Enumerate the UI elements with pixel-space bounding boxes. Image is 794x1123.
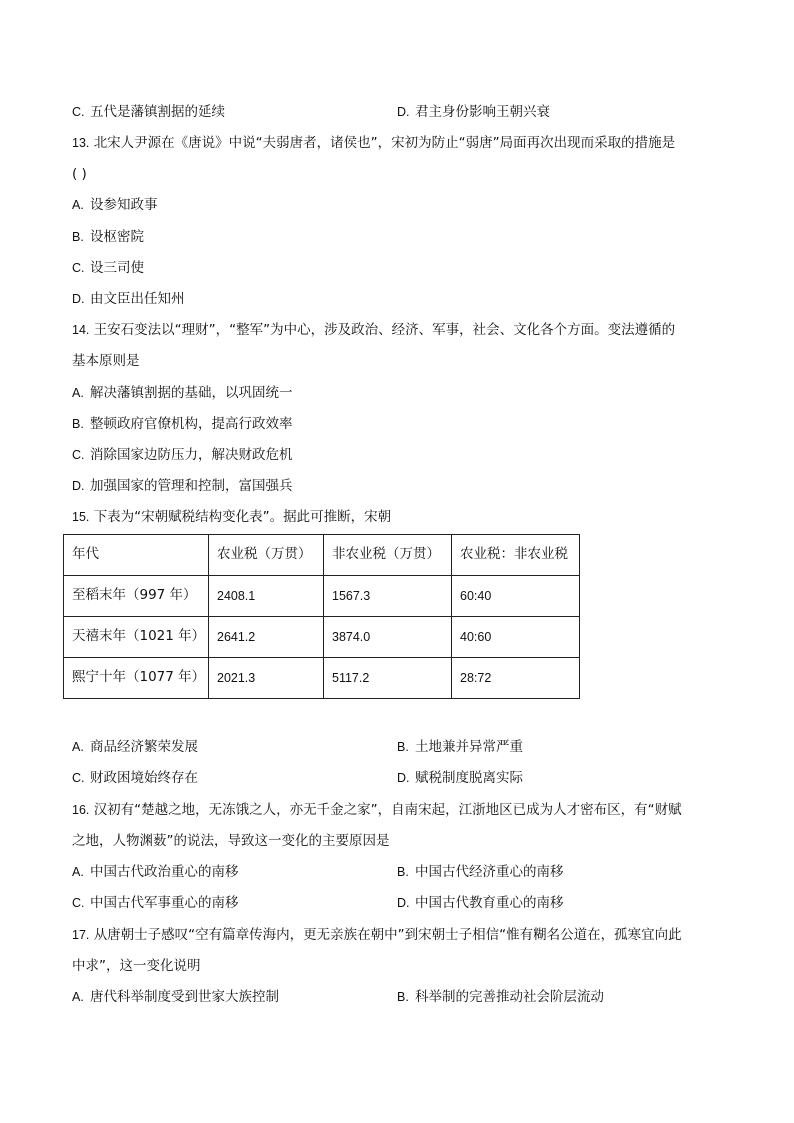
q16-option-d[interactable]: D. 中国古代教育重心的南移: [397, 895, 564, 911]
q17-stem: [72, 929, 682, 943]
table-cell: 2641.2: [209, 617, 324, 658]
q17-option-b[interactable]: B. 科举制的完善推动社会阶层流动: [397, 989, 604, 1005]
q13-stem-line1: 北宋人尹源在《唐说》中说“夫弱唐者，诸侯也”，宋初为防止“弱唐”局面再次出现而采取的措施是: [93, 135, 676, 151]
q15-stem-line1: 下表为“宋朝赋税结构变化表”。据此可推断，宋朝: [93, 509, 392, 525]
q13-option-b[interactable]: B. 设枢密院: [72, 229, 144, 245]
table-header-cell: 年代: [64, 535, 209, 576]
q17-stem-line1: 从唐朝士子感叹“空有篇章传海内，更无亲族在朝中”到宋朝士子相信“惟有糊名公道在，孤寒宜向此: [93, 927, 682, 943]
q13-stem-line2: ( ): [72, 166, 87, 182]
q16-stem-line1: 汉初有“楚越之地，无冻饿之人，亦无千金之家”，自南宋起，江浙地区已成为人才密布区，有“财赋: [93, 802, 682, 818]
q14-option-b[interactable]: B. 整顿政府官僚机构，提高行政效率: [72, 416, 293, 432]
tax-structure-table: [63, 534, 580, 699]
q15-option-c[interactable]: C. 财政困境始终存在: [72, 770, 198, 786]
q14-option-d[interactable]: D. 加强国家的管理和控制，富国强兵: [72, 478, 293, 494]
q12-option-d-text: 君主身份影响王朝兴衰: [415, 104, 550, 120]
table-cell: 3874.0: [324, 617, 452, 658]
q17-number: 17.: [72, 928, 90, 942]
table-cell: 熙宁十年（1077 年）: [64, 658, 209, 699]
table-cell: 至稻末年（997 年）: [64, 576, 209, 617]
q13-option-a[interactable]: A. 设参知政事: [72, 197, 158, 213]
q16-option-c[interactable]: C. 中国古代军事重心的南移: [72, 895, 239, 911]
q15-option-b[interactable]: B. 土地兼并异常严重: [397, 739, 523, 755]
q13-stem: [72, 137, 675, 151]
table-cell: 5117.2: [324, 658, 452, 699]
table-row: [64, 658, 580, 699]
table-cell: 40:60: [452, 617, 580, 658]
table-header-cell: 非农业税（万贯）: [324, 535, 452, 576]
q15-option-d[interactable]: D. 赋税制度脱离实际: [397, 770, 523, 786]
q16-stem: [72, 804, 682, 818]
q12-option-c[interactable]: C. 五代是藩镇割据的延续: [72, 104, 225, 120]
q12-option-c-text: 五代是藩镇割据的延续: [90, 104, 225, 120]
q12-option-d[interactable]: D. 君主身份影响王朝兴衰: [397, 104, 550, 120]
q13-option-c[interactable]: C. 设三司使: [72, 260, 144, 276]
table-row: [64, 617, 580, 658]
q15-number: 15.: [72, 510, 90, 524]
q13-option-d[interactable]: D. 由文臣出任知州: [72, 291, 185, 307]
q17-stem-line2: 中求”，这一变化说明: [72, 958, 201, 974]
table-header-cell: 农业税：非农业税: [452, 535, 580, 576]
q14-stem: [72, 324, 675, 338]
q16-number: 16.: [72, 803, 90, 817]
table-cell: 1567.3: [324, 576, 452, 617]
q17-option-a[interactable]: A. 唐代科举制度受到世家大族控制: [72, 989, 279, 1005]
table-cell: 2408.1: [209, 576, 324, 617]
table-header-row: [64, 535, 580, 576]
q13-number: 13.: [72, 136, 90, 150]
q14-stem-line1: 王安石变法以“理财”，“整军”为中心，涉及政治、经济、军事，社会、文化各个方面。变法遵循的: [93, 322, 676, 338]
table-header-cell: 农业税（万贯）: [209, 535, 324, 576]
table-cell: 60:40: [452, 576, 580, 617]
q14-number: 14.: [72, 323, 90, 337]
table-cell: 2021.3: [209, 658, 324, 699]
q16-option-b[interactable]: B. 中国古代经济重心的南移: [397, 864, 564, 880]
table-cell: 28:72: [452, 658, 580, 699]
q14-option-c[interactable]: C. 消除国家边防压力，解决财政危机: [72, 447, 293, 463]
q16-stem-line2: 之地，人物渊薮”的说法，导致这一变化的主要原因是: [72, 833, 390, 849]
table-row: [64, 576, 580, 617]
q15-stem: [72, 511, 391, 525]
table-cell: 天禧末年（1021 年）: [64, 617, 209, 658]
q16-option-a[interactable]: A. 中国古代政治重心的南移: [72, 864, 239, 880]
q14-option-a[interactable]: A. 解决藩镇割据的基础，以巩固统一: [72, 385, 293, 401]
q14-stem-line2: 基本原则是: [72, 353, 140, 369]
q15-option-a[interactable]: A. 商品经济繁荣发展: [72, 739, 198, 755]
